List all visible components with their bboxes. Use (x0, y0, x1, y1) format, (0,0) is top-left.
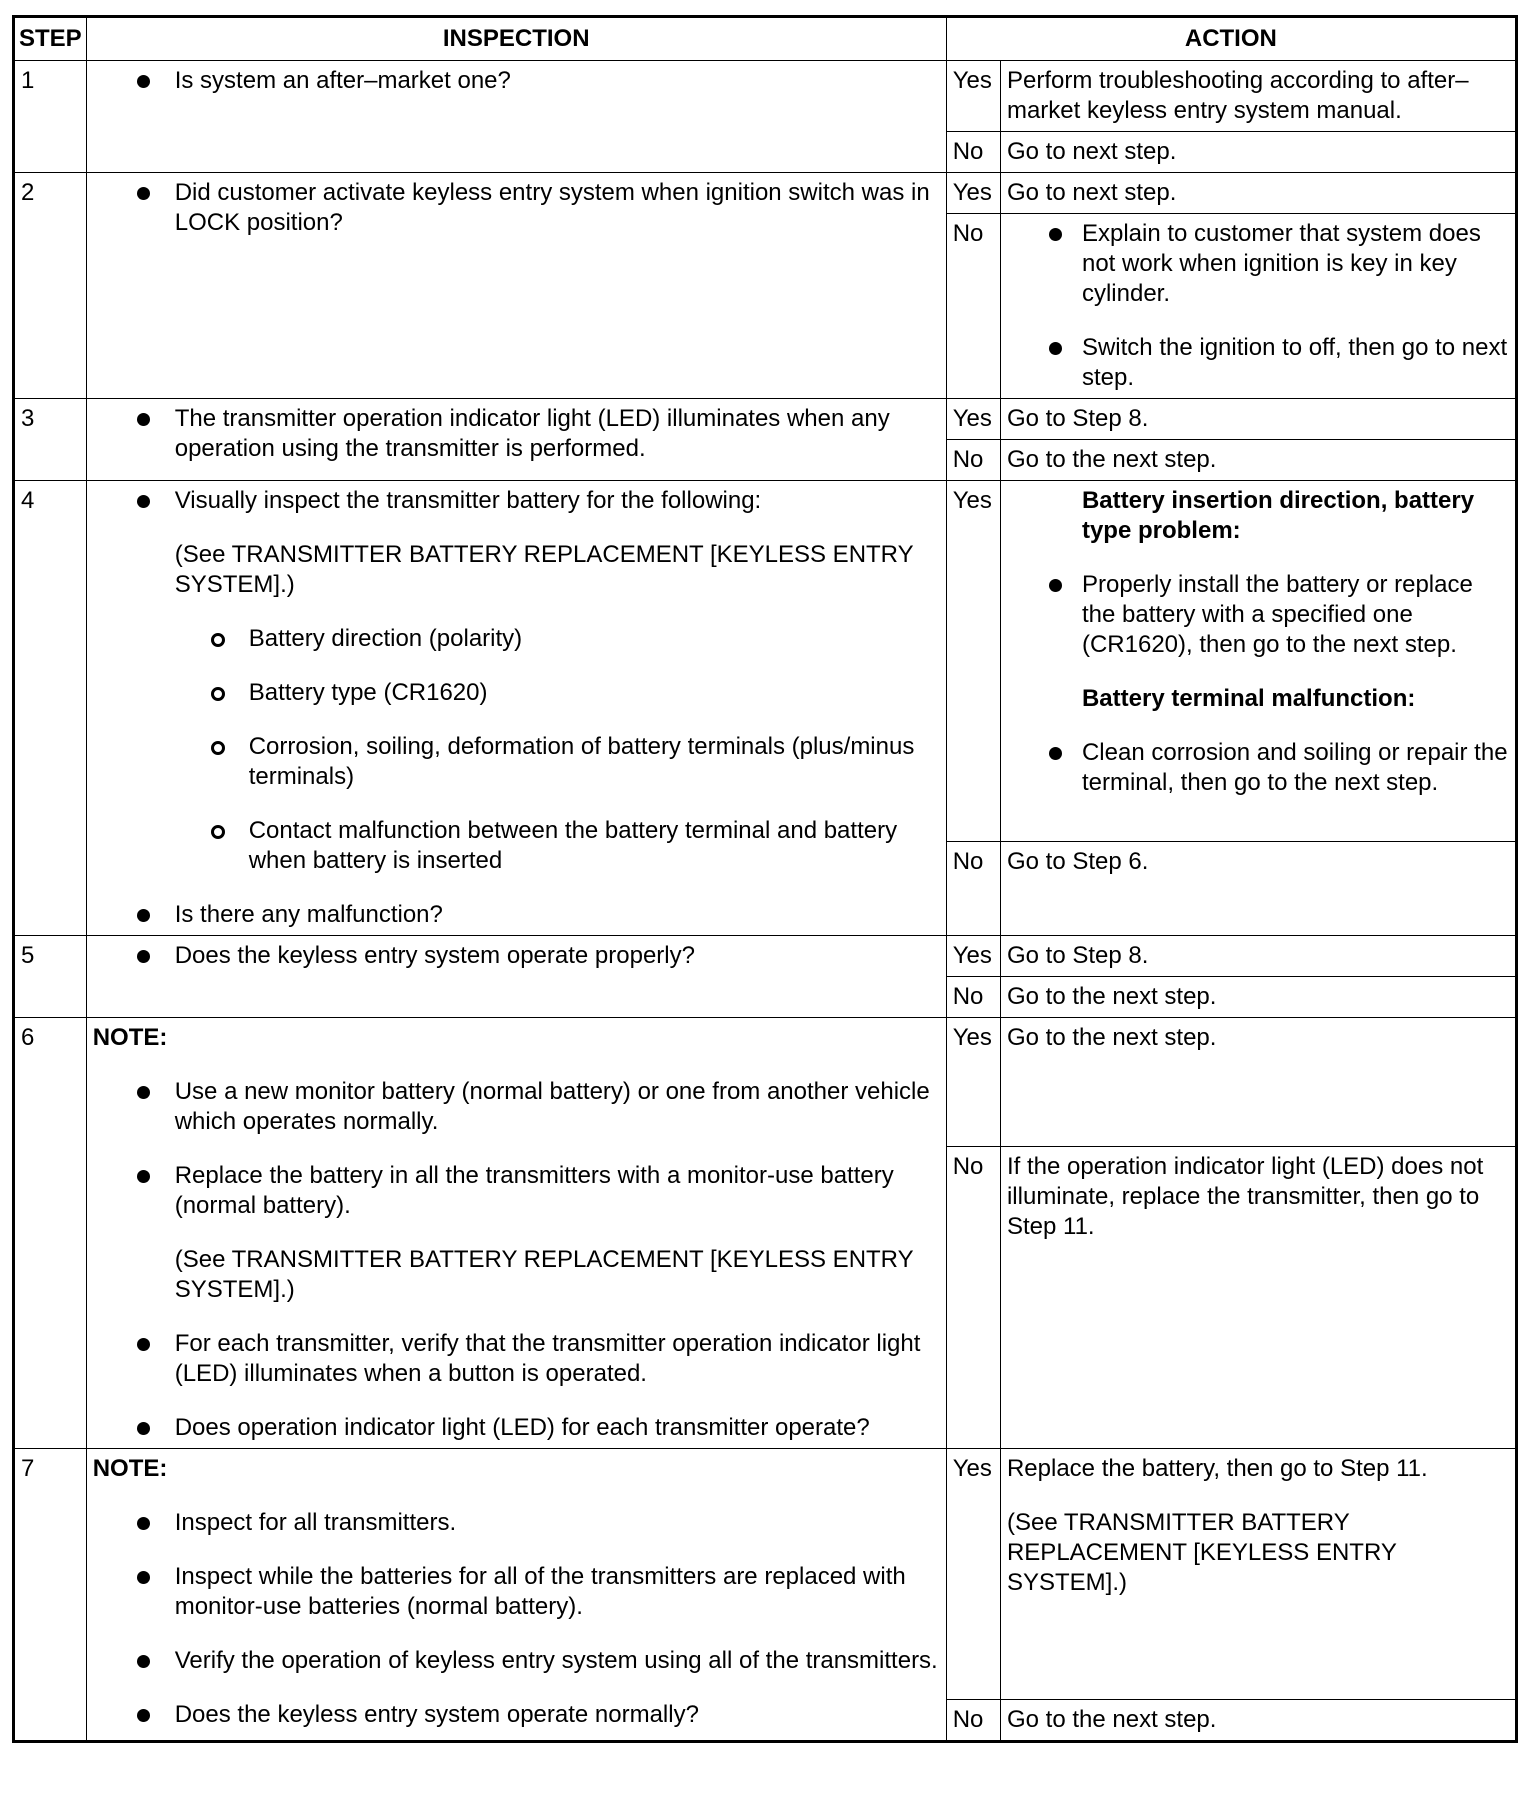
action-text: Replace the battery, then go to Step 11. (1006, 1455, 1428, 1482)
no-action: Go to Step 6. (1000, 842, 1516, 936)
yes-label: Yes (946, 481, 1000, 842)
action-header: ACTION (946, 17, 1516, 61)
step-number: 7 (14, 1449, 87, 1742)
yes-label: Yes (946, 61, 1000, 132)
yes-action: Go to Step 8. (1000, 399, 1516, 440)
yes-action (1000, 1449, 1516, 1700)
inspection-bullet: Is there any malfunction? (93, 900, 940, 930)
troubleshooting-table (12, 15, 1518, 1743)
no-label: No (946, 440, 1000, 481)
step-6-yes-row (14, 1018, 1517, 1147)
check-item: Corrosion, soiling, deformation of battery terminals (plus/minus terminals) (93, 732, 940, 792)
no-action: If the operation indicator light (LED) does not illuminate, replace the transmitter, then go to Step 11. (1000, 1147, 1516, 1449)
step-5-yes-row (14, 936, 1517, 977)
note-label: NOTE: (92, 1024, 168, 1051)
step-header: STEP (14, 17, 87, 61)
no-action: Go to the next step. (1000, 1700, 1516, 1742)
step-2-yes-row (14, 173, 1517, 214)
inspection-bullet: Does the keyless entry system operate properly? (93, 941, 940, 971)
action-heading: Battery insertion direction, battery type problem: (1081, 487, 1475, 544)
action-bullet: Switch the ignition to off, then go to next step. (1007, 333, 1509, 393)
no-label: No (946, 214, 1000, 399)
no-label: No (946, 132, 1000, 173)
inspection-bullet: The transmitter operation indicator light (LED) illuminates when any operation using the transmitter is performed. (93, 404, 940, 464)
step-number: 5 (14, 936, 87, 1018)
inspection-bullet: Verify the operation of keyless entry system using all of the transmitters. (93, 1646, 940, 1676)
no-label: No (946, 1147, 1000, 1449)
yes-action: Go to the next step. (1000, 1018, 1516, 1147)
yes-action (1000, 481, 1516, 842)
yes-label: Yes (946, 1449, 1000, 1700)
step-inspection (86, 61, 946, 173)
yes-action: Go to next step. (1000, 173, 1516, 214)
step-number: 6 (14, 1018, 87, 1449)
step-7-yes-row (14, 1449, 1517, 1700)
action-bullet: Properly install the battery or replace the battery with a specified one (CR1620), then go to the next step. (1007, 570, 1509, 660)
step-inspection (86, 936, 946, 1018)
inspection-bullet: For each transmitter, verify that the transmitter operation indicator light (LED) illuminates when a button is operated. (93, 1329, 940, 1389)
inspection-bullet: Is system an after–market one? (93, 66, 940, 96)
action-heading: Battery terminal malfunction: (1081, 685, 1416, 712)
yes-label: Yes (946, 399, 1000, 440)
yes-label: Yes (946, 173, 1000, 214)
reference-note: (See TRANSMITTER BATTERY REPLACEMENT [KEYLESS ENTRY SYSTEM].) (174, 541, 914, 598)
inspection-header: INSPECTION (86, 17, 946, 61)
no-label: No (946, 977, 1000, 1018)
troubleshooting-page (12, 15, 1518, 1800)
no-action: Go to next step. (1000, 132, 1516, 173)
inspection-bullet: Replace the battery in all the transmitters with a monitor-use battery (normal battery). (93, 1161, 940, 1221)
note-label: NOTE: (92, 1455, 168, 1482)
check-item: Battery type (CR1620) (93, 678, 940, 708)
inspection-bullet: Inspect while the batteries for all of the transmitters are replaced with monitor-use batteries (normal battery). (93, 1562, 940, 1622)
step-1-yes-row (14, 61, 1517, 132)
no-action (1000, 214, 1516, 399)
action-bullet: Clean corrosion and soiling or repair the terminal, then go to the next step. (1007, 738, 1509, 798)
step-4-yes-row (14, 481, 1517, 842)
step-inspection (86, 1449, 946, 1742)
no-action: Go to the next step. (1000, 440, 1516, 481)
reference-note: (See TRANSMITTER BATTERY REPLACEMENT [KEYLESS ENTRY SYSTEM].) (1006, 1509, 1397, 1596)
reference-note: (See TRANSMITTER BATTERY REPLACEMENT [KEYLESS ENTRY SYSTEM].) (174, 1246, 914, 1303)
yes-action: Go to Step 8. (1000, 936, 1516, 977)
inspection-bullet: Does the keyless entry system operate normally? (93, 1700, 940, 1730)
inspection-bullet: Does operation indicator light (LED) for each transmitter operate? (93, 1413, 940, 1443)
inspection-bullet: Visually inspect the transmitter battery for the following: (93, 486, 940, 516)
yes-label: Yes (946, 1018, 1000, 1147)
header-row (14, 17, 1517, 61)
check-item: Battery direction (polarity) (93, 624, 940, 654)
no-action: Go to the next step. (1000, 977, 1516, 1018)
yes-label: Yes (946, 936, 1000, 977)
step-number: 3 (14, 399, 87, 481)
step-inspection (86, 173, 946, 399)
yes-action: Perform troubleshooting according to after–market keyless entry system manual. (1000, 61, 1516, 132)
check-item: Contact malfunction between the battery terminal and battery when battery is inserted (93, 816, 940, 876)
step-number: 1 (14, 61, 87, 173)
no-label: No (946, 842, 1000, 936)
action-bullet: Explain to customer that system does not work when ignition is key in key cylinder. (1007, 219, 1509, 309)
inspection-bullet: Inspect for all transmitters. (93, 1508, 940, 1538)
inspection-bullet: Did customer activate keyless entry system when ignition switch was in LOCK position? (93, 178, 940, 238)
step-inspection (86, 399, 946, 481)
step-3-yes-row (14, 399, 1517, 440)
no-label: No (946, 1700, 1000, 1742)
step-inspection (86, 481, 946, 936)
inspection-bullet: Use a new monitor battery (normal battery) or one from another vehicle which operates normally. (93, 1077, 940, 1137)
step-inspection (86, 1018, 946, 1449)
step-number: 2 (14, 173, 87, 399)
step-number: 4 (14, 481, 87, 936)
